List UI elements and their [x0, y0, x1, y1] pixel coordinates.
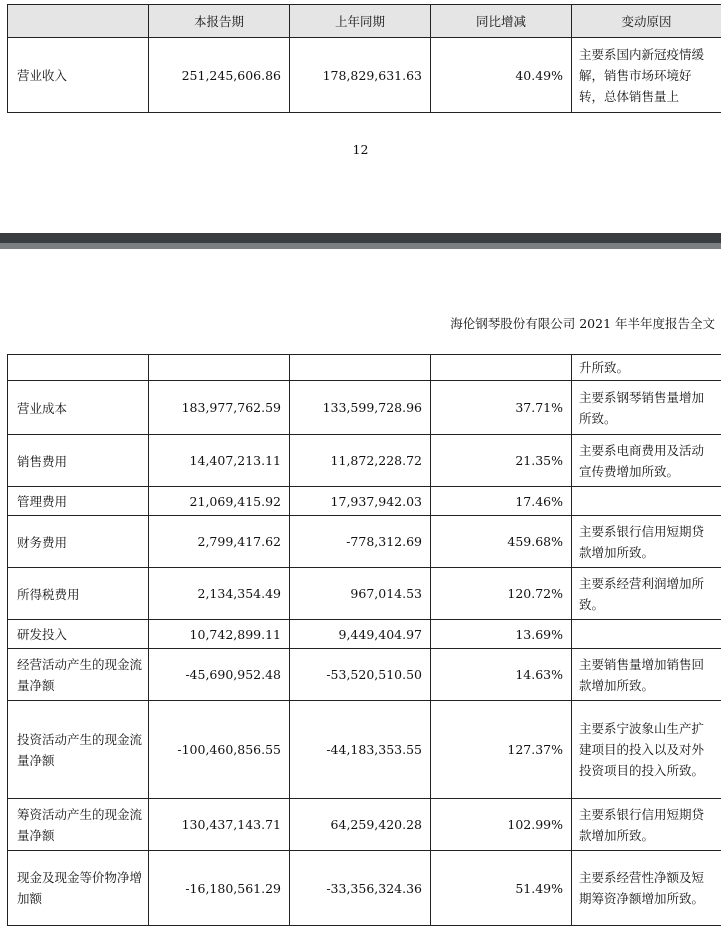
financial-table-top: [7, 4, 721, 113]
change-reason: 主要系经营利润增加所致。: [572, 568, 721, 620]
change-percent: 14.63%: [431, 649, 572, 701]
financial-table-bottom: [7, 354, 721, 926]
prior-value: [290, 355, 431, 381]
page-divider: [0, 233, 721, 249]
table-header-row: [8, 5, 721, 38]
document-header: 海伦钢琴股份有限公司 2021 年半年度报告全文: [450, 316, 715, 331]
change-percent: 51.49%: [431, 851, 572, 926]
table-row: [8, 381, 721, 435]
change-percent: 40.49%: [431, 38, 572, 113]
prior-value: -53,520,510.50: [290, 649, 431, 701]
change-percent: 459.68%: [431, 516, 572, 568]
row-name: 销售费用: [8, 435, 149, 487]
prior-value: 9,449,404.97: [290, 620, 431, 649]
prior-value: 133,599,728.96: [290, 381, 431, 435]
current-value: -45,690,952.48: [149, 649, 290, 701]
table-row: [8, 435, 721, 487]
current-value: -100,460,856.55: [149, 701, 290, 799]
header-item: [8, 5, 149, 38]
current-value: 183,977,762.59: [149, 381, 290, 435]
change-reason: 主要销售量增加销售回款增加所致。: [572, 649, 721, 701]
change-percent: 17.46%: [431, 487, 572, 516]
table-row: [8, 620, 721, 649]
change-percent: [431, 355, 572, 381]
table-row: [8, 799, 721, 851]
prior-value: 11,872,228.72: [290, 435, 431, 487]
current-value: 130,437,143.71: [149, 799, 290, 851]
table-row: [8, 487, 721, 516]
prior-value: 967,014.53: [290, 568, 431, 620]
change-percent: 120.72%: [431, 568, 572, 620]
change-reason: [572, 487, 721, 516]
current-value: 251,245,606.86: [149, 38, 290, 113]
table-row: [8, 568, 721, 620]
change-reason: [572, 620, 721, 649]
current-value: [149, 355, 290, 381]
change-reason: 主要系银行信用短期贷款增加所致。: [572, 799, 721, 851]
prior-value: -33,356,324.36: [290, 851, 431, 926]
change-reason: 主要系宁波象山生产扩建项目的投入以及对外投资项目的投入所致。: [572, 701, 721, 799]
current-value: 2,799,417.62: [149, 516, 290, 568]
change-reason: 升所致。: [572, 355, 721, 381]
prior-value: 178,829,631.63: [290, 38, 431, 113]
prior-value: -778,312.69: [290, 516, 431, 568]
table-row: [8, 355, 721, 381]
change-reason: 主要系银行信用短期贷款增加所致。: [572, 516, 721, 568]
current-value: 2,134,354.49: [149, 568, 290, 620]
row-name: 所得税费用: [8, 568, 149, 620]
prior-value: -44,183,353.55: [290, 701, 431, 799]
table-row: [8, 649, 721, 701]
row-name: 现金及现金等价物净增加额: [8, 851, 149, 926]
row-name: 管理费用: [8, 487, 149, 516]
prior-value: 64,259,420.28: [290, 799, 431, 851]
table-row: [8, 701, 721, 799]
change-reason: 主要系经营性净额及短期筹资净额增加所致。: [572, 851, 721, 926]
table-row: [8, 38, 721, 113]
change-percent: 102.99%: [431, 799, 572, 851]
prior-value: 17,937,942.03: [290, 487, 431, 516]
change-percent: 13.69%: [431, 620, 572, 649]
current-value: 21,069,415.92: [149, 487, 290, 516]
row-name: 经营活动产生的现金流量净额: [8, 649, 149, 701]
current-value: 10,742,899.11: [149, 620, 290, 649]
change-percent: 127.37%: [431, 701, 572, 799]
header-yoy-change: 同比增减: [431, 5, 572, 38]
table-row: [8, 516, 721, 568]
change-percent: 37.71%: [431, 381, 572, 435]
row-name: 筹资活动产生的现金流量净额: [8, 799, 149, 851]
header-change-reason: 变动原因: [572, 5, 721, 38]
row-name: 营业成本: [8, 381, 149, 435]
header-prior-period: 上年同期: [290, 5, 431, 38]
table-row: [8, 851, 721, 926]
current-value: -16,180,561.29: [149, 851, 290, 926]
change-reason: 主要系国内新冠疫情缓解，销售市场环境好转，总体销售量上: [572, 38, 721, 113]
row-name: [8, 355, 149, 381]
change-reason: 主要系钢琴销售量增加所致。: [572, 381, 721, 435]
header-current-period: 本报告期: [149, 5, 290, 38]
row-name: 财务费用: [8, 516, 149, 568]
current-value: 14,407,213.11: [149, 435, 290, 487]
page-number: 12: [352, 142, 369, 157]
row-name: 投资活动产生的现金流量净额: [8, 701, 149, 799]
change-percent: 21.35%: [431, 435, 572, 487]
row-name: 研发投入: [8, 620, 149, 649]
row-name: 营业收入: [8, 38, 149, 113]
change-reason: 主要系电商费用及活动宣传费增加所致。: [572, 435, 721, 487]
